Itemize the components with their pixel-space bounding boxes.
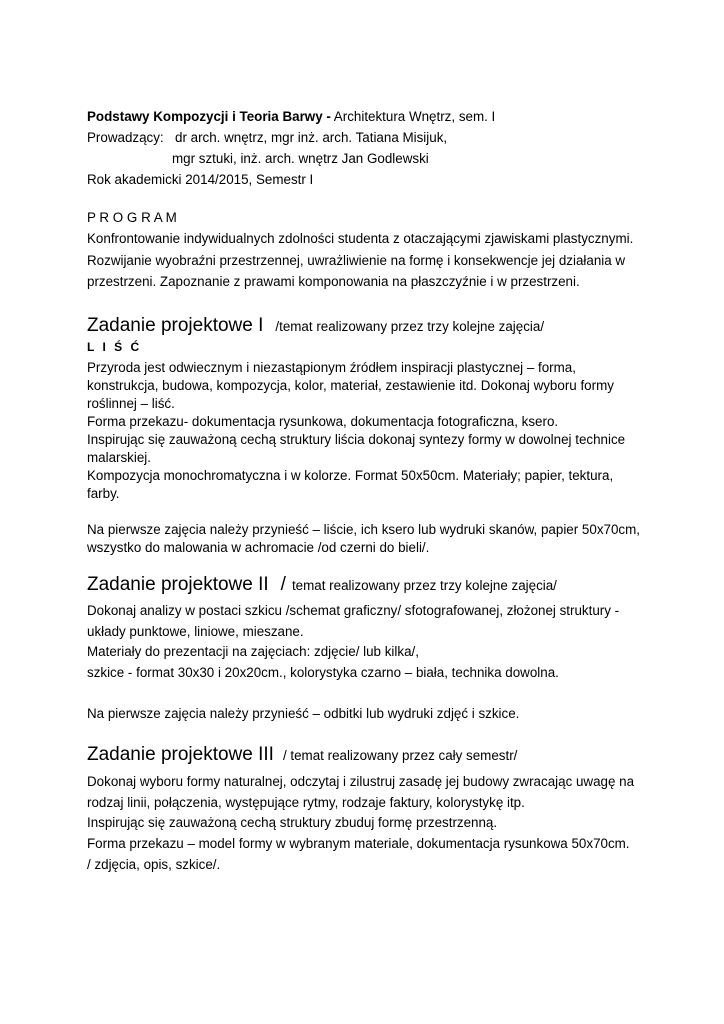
task2-note: Na pierwsze zajęcia należy przynieść – odbitki lub wydruki zdjęć i szkice. xyxy=(87,706,520,721)
academic-year: Rok akademicki 2014/2015, Semestr I xyxy=(87,172,314,187)
course-subtitle: Architektura Wnętrz, sem. I xyxy=(330,109,496,124)
task1-line: roślinnej – liść. xyxy=(87,396,175,411)
task3-line: Dokonaj wyboru formy naturalnej, odczytaj i zilustruj zasadę jej budowy zwracając uwagę na xyxy=(87,774,635,789)
task1-heading xyxy=(87,314,544,339)
lecturer-2: mgr sztuki, inż. arch. wnętrz Jan Godlewski xyxy=(172,151,429,166)
task2-subtitle: temat realizowany przez trzy kolejne zajęcia/ xyxy=(291,578,557,593)
task1-line: Inspirując się zauważoną cechą struktury liścia dokonaj syntezy formy w dowolnej technice xyxy=(87,432,626,447)
task1-line: Przyroda jest odwiecznym i niezastąpionym źródłem inspiracji plastycznej – forma, xyxy=(87,360,576,375)
task2-slash: / xyxy=(280,574,286,595)
task1-line: farby. xyxy=(87,486,120,501)
task1-note: Na pierwsze zajęcia należy przynieść – liście, ich ksero lub wydruki skanów, papier 50x70cm, xyxy=(87,522,640,537)
course-line xyxy=(87,108,495,125)
task2-line: układy punktowe, liniowe, mieszane. xyxy=(87,624,304,639)
task1-title: Zadanie projektowe I xyxy=(87,315,264,336)
task1-topic: L I Ś Ć xyxy=(87,340,142,354)
task1-line: Forma przekazu- dokumentacja rysunkowa, dokumentacja fotograficzna, ksero. xyxy=(87,414,559,429)
program-heading: P R O G R A M xyxy=(87,210,177,225)
program-line: przestrzeni. Zapoznanie z prawami komponowania na płaszczyźnie i w przestrzeni. xyxy=(87,274,580,289)
task2-heading xyxy=(87,573,557,598)
task3-subtitle: / temat realizowany przez cały semestr/ xyxy=(282,748,518,763)
task1-line: Kompozycja monochromatyczna i w kolorze. Format 50x50cm. Materiały; papier, tektura, xyxy=(87,468,614,483)
lecturers-label: Prowadzący: xyxy=(87,130,164,145)
program-line: Rozwijanie wyobraźni przestrzennej, uwrażliwienie na formę i konsekwencje jej działania w xyxy=(87,253,626,268)
task1-line: malarskiej. xyxy=(87,450,151,465)
task2-title: Zadanie projektowe II xyxy=(87,574,269,595)
lecturer-1: dr arch. wnętrz, mgr inż. arch. Tatiana Misijuk, xyxy=(175,130,448,145)
task3-line: Inspirując się zauważoną cechą struktury zbuduj formę przestrzenną. xyxy=(87,815,498,830)
task2-line: Materiały do prezentacji na zajęciach: zdjęcie/ lub kilka/, xyxy=(87,644,419,659)
task3-line: / zdjęcia, opis, szkice/. xyxy=(87,857,221,872)
program-line: Konfrontowanie indywidualnych zdolności studenta z otaczającymi zjawiskami plastycznymi. xyxy=(87,231,634,246)
task3-line: Forma przekazu – model formy w wybranym materiale, dokumentacja rysunkowa 50x70cm. xyxy=(87,836,630,851)
task3-line: rodzaj linii, połączenia, występujące rytmy, rodzaje faktury, kolorystykę itp. xyxy=(87,795,525,810)
task1-subtitle: /temat realizowany przez trzy kolejne zajęcia/ xyxy=(275,319,545,334)
task1-line: konstrukcja, budowa, kompozycja, kolor, materiał, zestawienie itd. Dokonaj wyboru formy xyxy=(87,378,614,393)
task1-note: wszystko do malowania w achromacie /od czerni do bieli/. xyxy=(87,540,430,555)
task2-line: szkice - format 30x30 i 20x20cm., kolorystyka czarno – biała, technika dowolna. xyxy=(87,665,559,680)
task2-line: Dokonaj analizy w postaci szkicu /schemat graficzny/ sfotografowanej, złożonej struktury - xyxy=(87,603,620,618)
course-title: Podstawy Kompozycji i Teoria Barwy - xyxy=(87,109,331,124)
task3-heading xyxy=(87,743,517,768)
task3-title: Zadanie projektowe III xyxy=(87,744,274,765)
